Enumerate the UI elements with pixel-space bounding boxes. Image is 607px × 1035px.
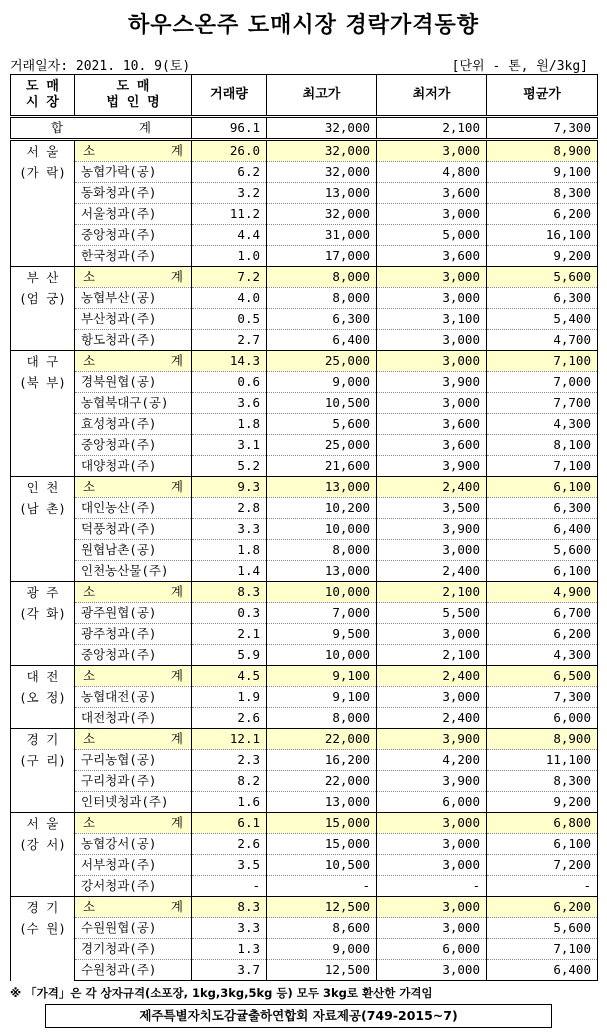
price-cell: 6,300 (267, 309, 377, 330)
table-row (11, 708, 598, 729)
subtotal-cell: 4,900 (487, 582, 598, 603)
subtotal-cell: 3,900 (377, 729, 487, 750)
market-name: 부 산 (엄 궁) (11, 267, 75, 351)
price-cell: 5,600 (487, 918, 598, 939)
price-cell: 8.2 (192, 771, 267, 792)
subtotal-row (11, 813, 598, 834)
table-row (11, 456, 598, 477)
price-cell: 3,000 (377, 624, 487, 645)
price-cell: 7,200 (487, 855, 598, 876)
corp-name: 강서청과(주) (75, 876, 192, 897)
subtotal-cell: 4.5 (192, 666, 267, 687)
price-cell: 8,000 (267, 708, 377, 729)
price-cell: 5,600 (267, 414, 377, 435)
subtotal-label: 소 계 (75, 729, 192, 750)
price-cell: 3.3 (192, 519, 267, 540)
subtotal-cell: 6,800 (487, 813, 598, 834)
subtotal-label: 소 계 (75, 813, 192, 834)
table-row (11, 309, 598, 330)
subtotal-cell: 25,000 (267, 351, 377, 372)
subtotal-cell: 3,000 (377, 140, 487, 162)
price-cell: 3,600 (377, 246, 487, 267)
price-cell: 6,300 (487, 288, 598, 309)
table-row (11, 561, 598, 582)
page-title: 하우스온주 도매시장 경락가격동향 (127, 13, 480, 38)
price-cell: 22,000 (267, 771, 377, 792)
table-row (11, 771, 598, 792)
price-cell: 1.8 (192, 414, 267, 435)
price-cell: 9,000 (267, 372, 377, 393)
corp-name: 구리청과(주) (75, 771, 192, 792)
price-cell: 5,000 (377, 225, 487, 246)
price-cell: - (267, 876, 377, 897)
header-volume: 거래량 (192, 75, 267, 117)
table-row (11, 960, 598, 981)
table-row (11, 204, 598, 225)
corp-name: 덕풍청과(주) (75, 519, 192, 540)
price-cell: 16,200 (267, 750, 377, 771)
subtotal-row (11, 729, 598, 750)
corp-name: 경북원협(공) (75, 372, 192, 393)
price-cell: 4,300 (487, 645, 598, 666)
price-cell: 2.6 (192, 834, 267, 855)
subtotal-cell: 2,400 (377, 477, 487, 498)
price-cell: 3,900 (377, 771, 487, 792)
corp-name: 수원원협(공) (75, 918, 192, 939)
price-cell: 8,600 (267, 918, 377, 939)
price-cell: 25,000 (267, 435, 377, 456)
table-row (11, 225, 598, 246)
header-corp: 도 매 법 인 명 (75, 75, 192, 117)
subtotal-cell: 8.3 (192, 582, 267, 603)
credit-box: 제주특별자치도감귤출하연합회 자료제공(749-2015~7) (45, 1004, 552, 1028)
price-cell: 13,000 (267, 183, 377, 204)
price-cell: 7,100 (487, 939, 598, 960)
price-table (10, 74, 598, 981)
price-cell: 1.8 (192, 540, 267, 561)
subtotal-cell: 15,000 (267, 813, 377, 834)
corp-name: 수원청과(주) (75, 960, 192, 981)
subtotal-row (11, 351, 598, 372)
price-cell: 6,200 (487, 624, 598, 645)
grand-total-row (11, 117, 598, 140)
price-cell: 3.6 (192, 393, 267, 414)
subtotal-row (11, 897, 598, 918)
price-cell: 0.3 (192, 603, 267, 624)
corp-name: 농협대전(공) (75, 687, 192, 708)
corp-name: 한국청과(주) (75, 246, 192, 267)
subtotal-label: 소 계 (75, 351, 192, 372)
subtotal-cell: 3,000 (377, 351, 487, 372)
subtotal-cell: 22,000 (267, 729, 377, 750)
subtotal-cell: 2,100 (377, 582, 487, 603)
subtotal-cell: 6,200 (487, 897, 598, 918)
corp-name: 경기청과(주) (75, 939, 192, 960)
subtotal-cell: 12,500 (267, 897, 377, 918)
trade-date: 거래일자: 2021. 10. 9(토) (10, 59, 191, 74)
price-cell: 6,400 (487, 519, 598, 540)
price-cell: 9,100 (267, 687, 377, 708)
price-cell: 3,900 (377, 456, 487, 477)
price-cell: 2,100 (377, 645, 487, 666)
subtotal-cell: 8,900 (487, 729, 598, 750)
table-row (11, 372, 598, 393)
price-cell: 13,000 (267, 561, 377, 582)
subtotal-row (11, 267, 598, 288)
table-row (11, 603, 598, 624)
table-row (11, 876, 598, 897)
price-cell: 7,100 (487, 456, 598, 477)
price-cell: 2,400 (377, 561, 487, 582)
corp-name: 광주원협(공) (75, 603, 192, 624)
price-cell: 0.5 (192, 309, 267, 330)
price-cell: 2.7 (192, 330, 267, 351)
subtotal-cell: 26.0 (192, 140, 267, 162)
header-max: 최고가 (267, 75, 377, 117)
subtotal-cell: 5,600 (487, 267, 598, 288)
grand-total-label: 합 계 (11, 117, 192, 140)
subtotal-cell: 7.2 (192, 267, 267, 288)
price-cell: 6,000 (377, 939, 487, 960)
table-row (11, 687, 598, 708)
subtotal-row (11, 477, 598, 498)
price-cell: 8,300 (487, 183, 598, 204)
price-cell: 1.9 (192, 687, 267, 708)
table-row (11, 834, 598, 855)
price-cell: - (377, 876, 487, 897)
subtotal-label: 소 계 (75, 140, 192, 162)
price-cell: 15,000 (267, 834, 377, 855)
price-cell: 9,500 (267, 624, 377, 645)
subtotal-cell: 10,000 (267, 582, 377, 603)
price-cell: 8,000 (267, 540, 377, 561)
price-cell: 3.5 (192, 855, 267, 876)
subtotal-cell: 9.3 (192, 477, 267, 498)
price-cell: 3,600 (377, 414, 487, 435)
table-row (11, 750, 598, 771)
price-cell: 1.3 (192, 939, 267, 960)
subtotal-row (11, 666, 598, 687)
price-cell: 32,000 (267, 204, 377, 225)
subtotal-label: 소 계 (75, 267, 192, 288)
table-row (11, 918, 598, 939)
total-min: 2,100 (377, 117, 487, 140)
corp-name: 중앙청과(주) (75, 645, 192, 666)
corp-name: 항도청과(주) (75, 330, 192, 351)
price-cell: 7,000 (487, 372, 598, 393)
corp-name: 부산청과(주) (75, 309, 192, 330)
price-cell: 13,000 (267, 792, 377, 813)
price-cell: 21,600 (267, 456, 377, 477)
header-avg: 평균가 (487, 75, 598, 117)
price-cell: 4,700 (487, 330, 598, 351)
corp-name: 농협강서(공) (75, 834, 192, 855)
price-cell: 6,100 (487, 561, 598, 582)
price-cell: 8,000 (267, 288, 377, 309)
subtotal-cell: 8,900 (487, 140, 598, 162)
market-name: 광 주 (각 화) (11, 582, 75, 666)
price-cell: 10,000 (267, 519, 377, 540)
subtotal-cell: 3,000 (377, 267, 487, 288)
price-cell: 7,700 (487, 393, 598, 414)
price-cell: 1.0 (192, 246, 267, 267)
price-cell: 5,600 (487, 540, 598, 561)
corp-name: 대인농산(주) (75, 498, 192, 519)
price-cell: 1.4 (192, 561, 267, 582)
price-cell: 6,400 (487, 960, 598, 981)
total-volume: 96.1 (192, 117, 267, 140)
market-name: 대 구 (북 부) (11, 351, 75, 477)
price-cell: 3.7 (192, 960, 267, 981)
corp-name: 구리농협(공) (75, 750, 192, 771)
corp-name: 원협남촌(공) (75, 540, 192, 561)
subtotal-cell: 3,000 (377, 813, 487, 834)
subtotal-label: 소 계 (75, 477, 192, 498)
subtotal-cell: 8.3 (192, 897, 267, 918)
subtotal-label: 소 계 (75, 666, 192, 687)
table-row (11, 645, 598, 666)
price-cell: 8,300 (487, 771, 598, 792)
header-min: 최저가 (377, 75, 487, 117)
price-cell: 10,500 (267, 393, 377, 414)
price-cell: 12,500 (267, 960, 377, 981)
price-cell: 3,000 (377, 687, 487, 708)
price-cell: 3,000 (377, 393, 487, 414)
market-name: 대 전 (오 정) (11, 666, 75, 729)
price-cell: 2.1 (192, 624, 267, 645)
table-row (11, 414, 598, 435)
subtotal-cell: 12.1 (192, 729, 267, 750)
subtotal-cell: 14.3 (192, 351, 267, 372)
price-cell: 7,000 (267, 603, 377, 624)
price-cell: 3.3 (192, 918, 267, 939)
table-row (11, 330, 598, 351)
price-cell: 17,000 (267, 246, 377, 267)
price-cell: 3,000 (377, 834, 487, 855)
corp-name: 동화청과(주) (75, 183, 192, 204)
total-max: 32,000 (267, 117, 377, 140)
price-cell: 11.2 (192, 204, 267, 225)
footnote: ※ 「가격」은 각 상자규격(소포장, 1kg,3kg,5kg 등) 모두 3kg로 환산한 가격임 (10, 986, 433, 1000)
info-bar (10, 55, 588, 74)
table-header-row (11, 75, 598, 117)
subtotal-cell: 2,400 (377, 666, 487, 687)
table-row (11, 519, 598, 540)
price-cell: 9,200 (487, 792, 598, 813)
corp-name: 대전청과(주) (75, 708, 192, 729)
price-cell: 3,000 (377, 330, 487, 351)
market-name: 서 울 (가 락) (11, 140, 75, 267)
corp-name: 농협북대구(공) (75, 393, 192, 414)
price-cell: 3,100 (377, 309, 487, 330)
price-cell: 6.2 (192, 162, 267, 183)
price-cell: 8,100 (487, 435, 598, 456)
table-row (11, 939, 598, 960)
price-cell: 2.8 (192, 498, 267, 519)
corp-name: 농협부산(공) (75, 288, 192, 309)
price-cell: 4.4 (192, 225, 267, 246)
subtotal-cell: 8,000 (267, 267, 377, 288)
price-cell: 4,300 (487, 414, 598, 435)
table-row (11, 435, 598, 456)
price-cell: 10,500 (267, 855, 377, 876)
corp-name: 광주청과(주) (75, 624, 192, 645)
price-cell: 6,400 (267, 330, 377, 351)
table-row (11, 393, 598, 414)
corp-name: 서부청과(주) (75, 855, 192, 876)
price-cell: 7,300 (487, 687, 598, 708)
price-cell: 6,300 (487, 498, 598, 519)
price-cell: 31,000 (267, 225, 377, 246)
price-cell: 3,900 (377, 519, 487, 540)
price-cell: 3,500 (377, 498, 487, 519)
price-cell: 10,200 (267, 498, 377, 519)
price-cell: 3,600 (377, 435, 487, 456)
price-cell: 4.0 (192, 288, 267, 309)
table-row (11, 162, 598, 183)
price-cell: 6,200 (487, 204, 598, 225)
price-cell: 1.6 (192, 792, 267, 813)
price-cell: 5,500 (377, 603, 487, 624)
price-cell: 10,000 (267, 645, 377, 666)
price-cell: 3,000 (377, 204, 487, 225)
subtotal-cell: 13,000 (267, 477, 377, 498)
subtotal-label: 소 계 (75, 897, 192, 918)
price-cell: 9,000 (267, 939, 377, 960)
subtotal-cell: 32,000 (267, 140, 377, 162)
subtotal-label: 소 계 (75, 582, 192, 603)
market-name: 인 천 (남 촌) (11, 477, 75, 582)
market-name: 경 기 (수 원) (11, 897, 75, 981)
price-cell: 2,400 (377, 708, 487, 729)
price-cell: 3,900 (377, 372, 487, 393)
corp-name: 효성청과(주) (75, 414, 192, 435)
corp-name: 인천농산물(주) (75, 561, 192, 582)
price-cell: 6,100 (487, 834, 598, 855)
price-cell: 4,200 (377, 750, 487, 771)
market-name: 서 울 (강 서) (11, 813, 75, 897)
price-cell: 6,700 (487, 603, 598, 624)
price-cell: 5,400 (487, 309, 598, 330)
subtotal-row (11, 140, 598, 162)
corp-name: 인터넷청과(주) (75, 792, 192, 813)
market-name: 경 기 (구 리) (11, 729, 75, 813)
subtotal-cell: 6.1 (192, 813, 267, 834)
price-cell: 3,600 (377, 183, 487, 204)
price-cell: 2.3 (192, 750, 267, 771)
price-cell: 6,000 (487, 708, 598, 729)
price-cell: 32,000 (267, 162, 377, 183)
price-cell: 3,000 (377, 918, 487, 939)
price-cell: 4,800 (377, 162, 487, 183)
price-cell: 16,100 (487, 225, 598, 246)
subtotal-cell: 9,100 (267, 666, 377, 687)
table-row (11, 855, 598, 876)
price-cell: 3,000 (377, 855, 487, 876)
corp-name: 대양청과(주) (75, 456, 192, 477)
table-row (11, 792, 598, 813)
price-cell: 2.6 (192, 708, 267, 729)
table-row (11, 540, 598, 561)
price-cell: 9,100 (487, 162, 598, 183)
corp-name: 서울청과(주) (75, 204, 192, 225)
price-cell: 11,100 (487, 750, 598, 771)
corp-name: 농협가락(공) (75, 162, 192, 183)
total-avg: 7,300 (487, 117, 598, 140)
price-cell: 3.2 (192, 183, 267, 204)
price-cell: 9,200 (487, 246, 598, 267)
corp-name: 중앙청과(주) (75, 435, 192, 456)
table-row (11, 624, 598, 645)
price-cell: 5.2 (192, 456, 267, 477)
price-cell: 0.6 (192, 372, 267, 393)
corp-name: 중앙청과(주) (75, 225, 192, 246)
subtotal-row (11, 582, 598, 603)
table-row (11, 288, 598, 309)
price-cell: 3,000 (377, 540, 487, 561)
price-cell: 3.1 (192, 435, 267, 456)
subtotal-cell: 6,100 (487, 477, 598, 498)
subtotal-cell: 6,500 (487, 666, 598, 687)
price-cell: 3,000 (377, 288, 487, 309)
table-row (11, 498, 598, 519)
subtotal-cell: 7,100 (487, 351, 598, 372)
unit-label: [단위 - 톤, 원/3kg] (451, 59, 588, 74)
subtotal-cell: 3,000 (377, 897, 487, 918)
price-cell: 3,000 (377, 960, 487, 981)
price-cell: 6,000 (377, 792, 487, 813)
price-cell: 5.9 (192, 645, 267, 666)
table-row (11, 246, 598, 267)
header-market: 도 매 시 장 (11, 75, 75, 117)
price-cell: - (487, 876, 598, 897)
price-cell: - (192, 876, 267, 897)
table-row (11, 183, 598, 204)
